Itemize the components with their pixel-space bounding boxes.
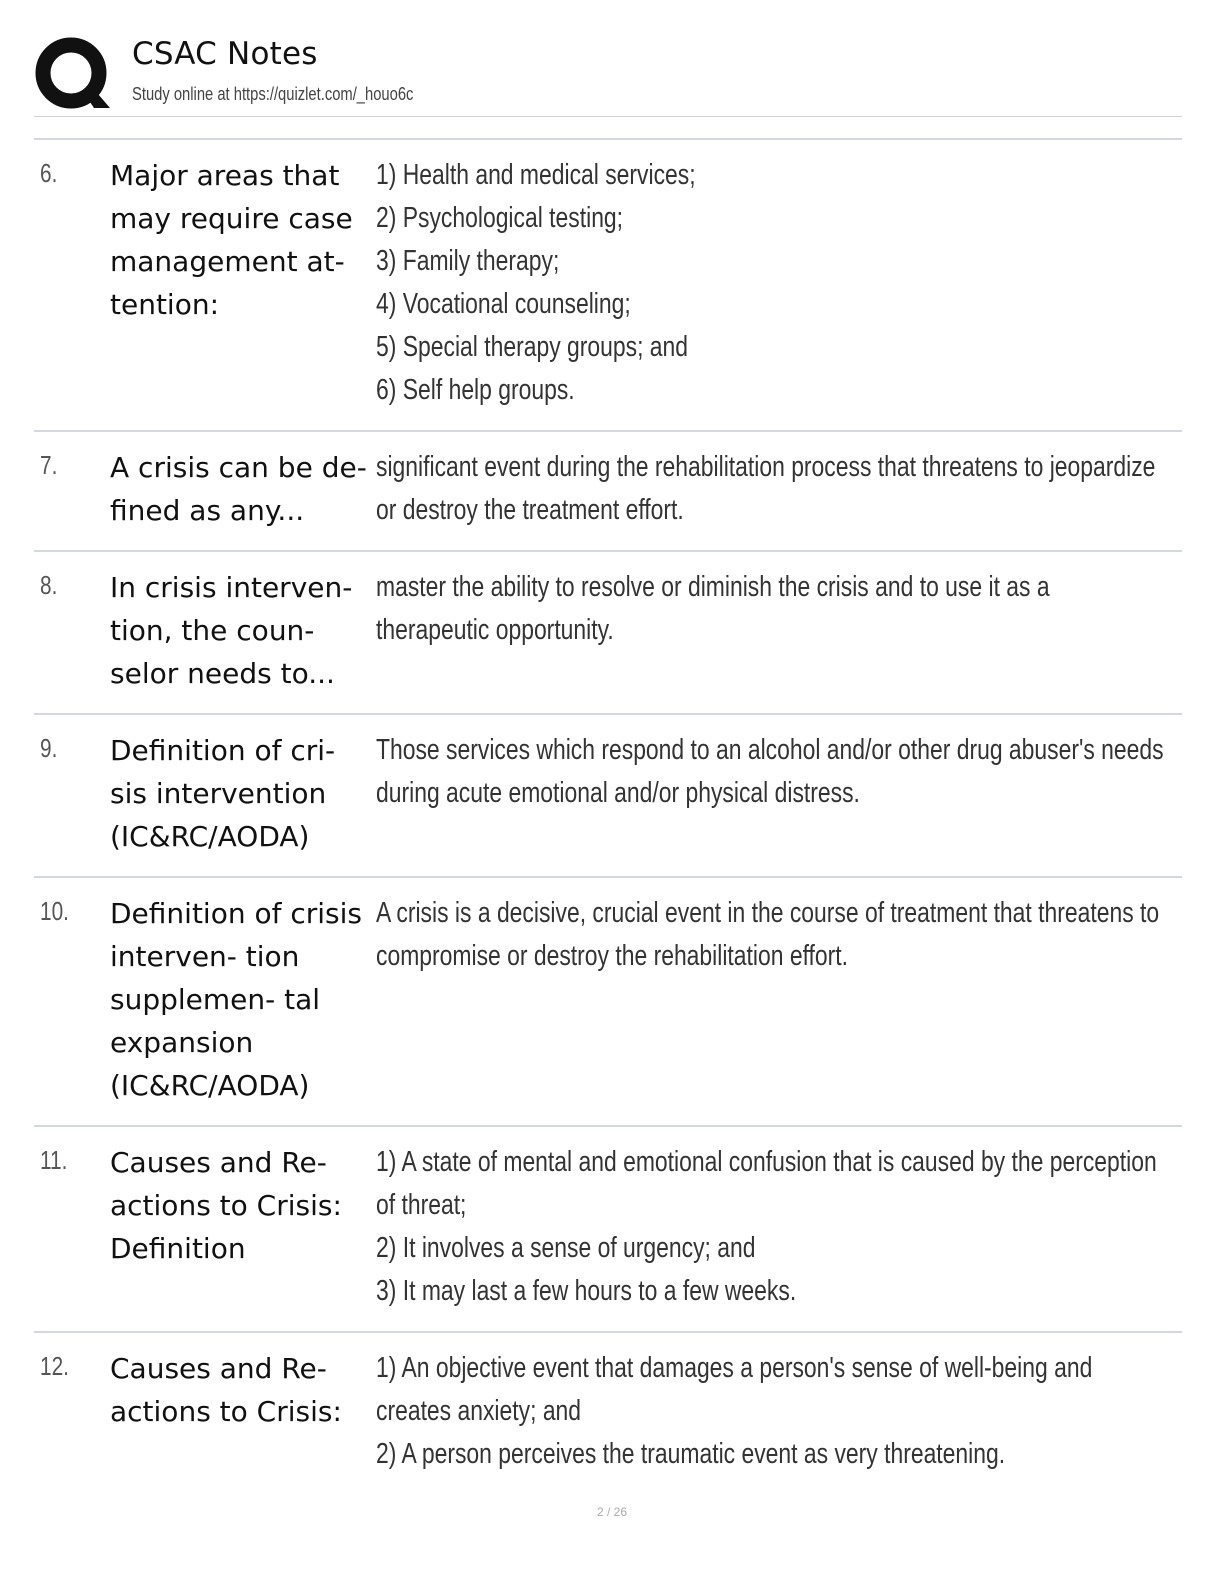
definition-text <box>376 1347 1176 1476</box>
definition-text <box>376 446 1176 532</box>
definition-text <box>376 892 1176 978</box>
definition-line: 3) It may last a few hours to a few weeks. <box>376 1275 797 1307</box>
page-header <box>34 32 1184 116</box>
header-divider <box>34 116 1182 117</box>
definition-line: 1) Health and medical services; <box>376 159 696 191</box>
page-title: CSAC Notes <box>132 36 318 72</box>
study-online-link[interactable]: Study online at https://quizlet.com/_houo6c <box>132 84 414 104</box>
quizlet-logo-icon <box>34 36 112 114</box>
term-text: Definition of crisis interven- tion supplemen- tal expansion (IC&RC/AODA) <box>110 897 363 1102</box>
definition-line: 6) Self help groups. <box>376 374 575 406</box>
definition-text <box>376 566 1176 652</box>
definition-text <box>376 154 1176 412</box>
definition-line: 2) Psychological testing; <box>376 202 624 234</box>
row-number: 10. <box>40 896 69 926</box>
term-text: Causes and Re- actions to Crisis: <box>110 1352 342 1428</box>
flashcard-row <box>34 138 1182 432</box>
row-number: 7. <box>40 450 58 480</box>
flashcard-row <box>34 878 1182 1127</box>
term-text: A crisis can be de- fined as any... <box>110 451 367 527</box>
flashcard-row <box>34 552 1182 715</box>
definition-line: 2) It involves a sense of urgency; and <box>376 1232 756 1264</box>
flashcard-list <box>34 138 1182 1494</box>
row-number: 12. <box>40 1351 69 1381</box>
row-number: 8. <box>40 570 58 600</box>
flashcard-row <box>34 715 1182 878</box>
term-text: In crisis interven- tion, the coun- selor needs to... <box>110 571 353 690</box>
row-number: 11. <box>40 1145 68 1175</box>
definition-line: significant event during the rehabilitation process that threatens to jeopardize or destroy the treatment effort. <box>376 451 1156 526</box>
definition-line: A crisis is a decisive, crucial event in the course of treatment that threatens to compromise or destroy the rehabilitation effort. <box>376 897 1160 972</box>
definition-text <box>376 729 1176 815</box>
definition-line: Those services which respond to an alcohol and/or other drug abuser's needs during acute emotional and/or physical distress. <box>376 734 1164 809</box>
page-number: 2 / 26 <box>596 1505 628 1519</box>
term-text: Definition of cri- sis intervention (IC&RC/AODA) <box>110 734 336 853</box>
flashcard-row <box>34 1333 1182 1494</box>
definition-line: master the ability to resolve or diminish the crisis and to use it as a therapeutic opportunity. <box>376 571 1050 646</box>
flashcard-row <box>34 1127 1182 1333</box>
definition-line: 1) An objective event that damages a person's sense of well-being and creates anxiety; and <box>376 1352 1093 1427</box>
definition-text <box>376 1141 1176 1313</box>
definition-line: 4) Vocational counseling; <box>376 288 631 320</box>
term-text: Major areas that may require case management at- tention: <box>110 159 353 321</box>
row-number: 6. <box>40 158 58 188</box>
row-number: 9. <box>40 733 58 763</box>
definition-line: 1) A state of mental and emotional confusion that is caused by the perception of threat; <box>376 1146 1157 1221</box>
flashcard-row <box>34 432 1182 552</box>
definition-line: 3) Family therapy; <box>376 245 560 277</box>
definition-line: 2) A person perceives the traumatic event as very threatening. <box>376 1438 1006 1470</box>
definition-line: 5) Special therapy groups; and <box>376 331 689 363</box>
term-text: Causes and Re- actions to Crisis: Definition <box>110 1146 342 1265</box>
